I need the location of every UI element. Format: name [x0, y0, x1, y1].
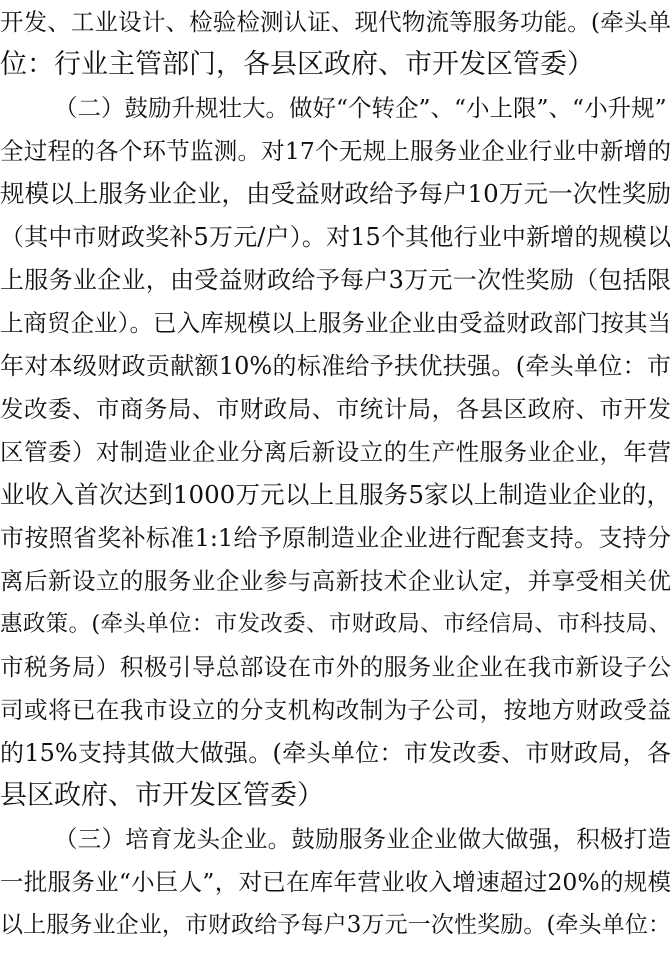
text-line-22: 以上服务业企业，市财政给予每户3万元一次性奖励。(牵头单位： — [0, 912, 671, 938]
text-line-1: 开发、工业设计、检验检测认证、现代物流等服务功能。(牵头单 — [0, 8, 671, 36]
text-line-12: 业收入首次达到1000万元以上且服务5家以上制造业企业的， — [0, 480, 671, 509]
text-line-10: 发改委、市商务局、市财政局、市统计局，各县区政府、市开发 — [0, 395, 671, 423]
text-line-16: 市税务局）积极引导总部设在市外的服务业企业在我市新设子公 — [0, 653, 671, 681]
text-line-17: 司或将已在我市设立的分支机构改制为子公司，按地方财政受益 — [0, 696, 671, 724]
text-line-19: 县区政府、市开发区管委） — [0, 780, 324, 811]
text-line-21: 一批服务业“小巨人”，对已在库年营业收入增速超过20%的规模 — [0, 868, 671, 896]
text-line-4: 全过程的各个环节监测。对17个无规上服务业企业行业中新增的 — [0, 137, 671, 165]
text-line-6: （其中市财政奖补5万元/户）。对15个其他行业中新增的规模以 — [0, 223, 671, 251]
text-line-9: 年对本级财政贡献额10%的标准给予扶优扶强。(牵头单位：市 — [0, 352, 671, 380]
section-heading-2: （二）鼓励升规壮大。做好“个转企”、“小上限”、“小升规” — [54, 94, 667, 122]
section-heading-3: （三）培育龙头企业。鼓励服务业企业做大做强，积极打造 — [54, 825, 671, 853]
text-line-8: 上商贸企业）。已入库规模以上服务业企业由受益财政部门按其当 — [0, 309, 671, 337]
text-line-14: 离后新设立的服务业企业参与高新技术企业认定，并享受相关优 — [0, 567, 671, 595]
text-line-13: 市按照省奖补标准1:1给予原制造业企业进行配套支持。支持分 — [0, 524, 671, 552]
text-line-18: 的15%支持其做大做强。(牵头单位：市发改委、市财政局，各 — [0, 739, 671, 767]
text-line-7: 上服务业企业，由受益财政给予每户3万元一次性奖励（包括限 — [0, 266, 671, 294]
text-line-11: 区管委）对制造业企业分离后新设立的生产性服务业企业，年营 — [0, 438, 671, 466]
text-line-15: 惠政策。(牵头单位：市发改委、市财政局、市经信局、市科技局、 — [0, 611, 671, 637]
text-line-2: 位：行业主管部门，各县区政府、市开发区管委） — [0, 49, 594, 80]
text-line-5: 规模以上服务业企业，由受益财政给予每户10万元一次性奖励 — [0, 179, 671, 208]
